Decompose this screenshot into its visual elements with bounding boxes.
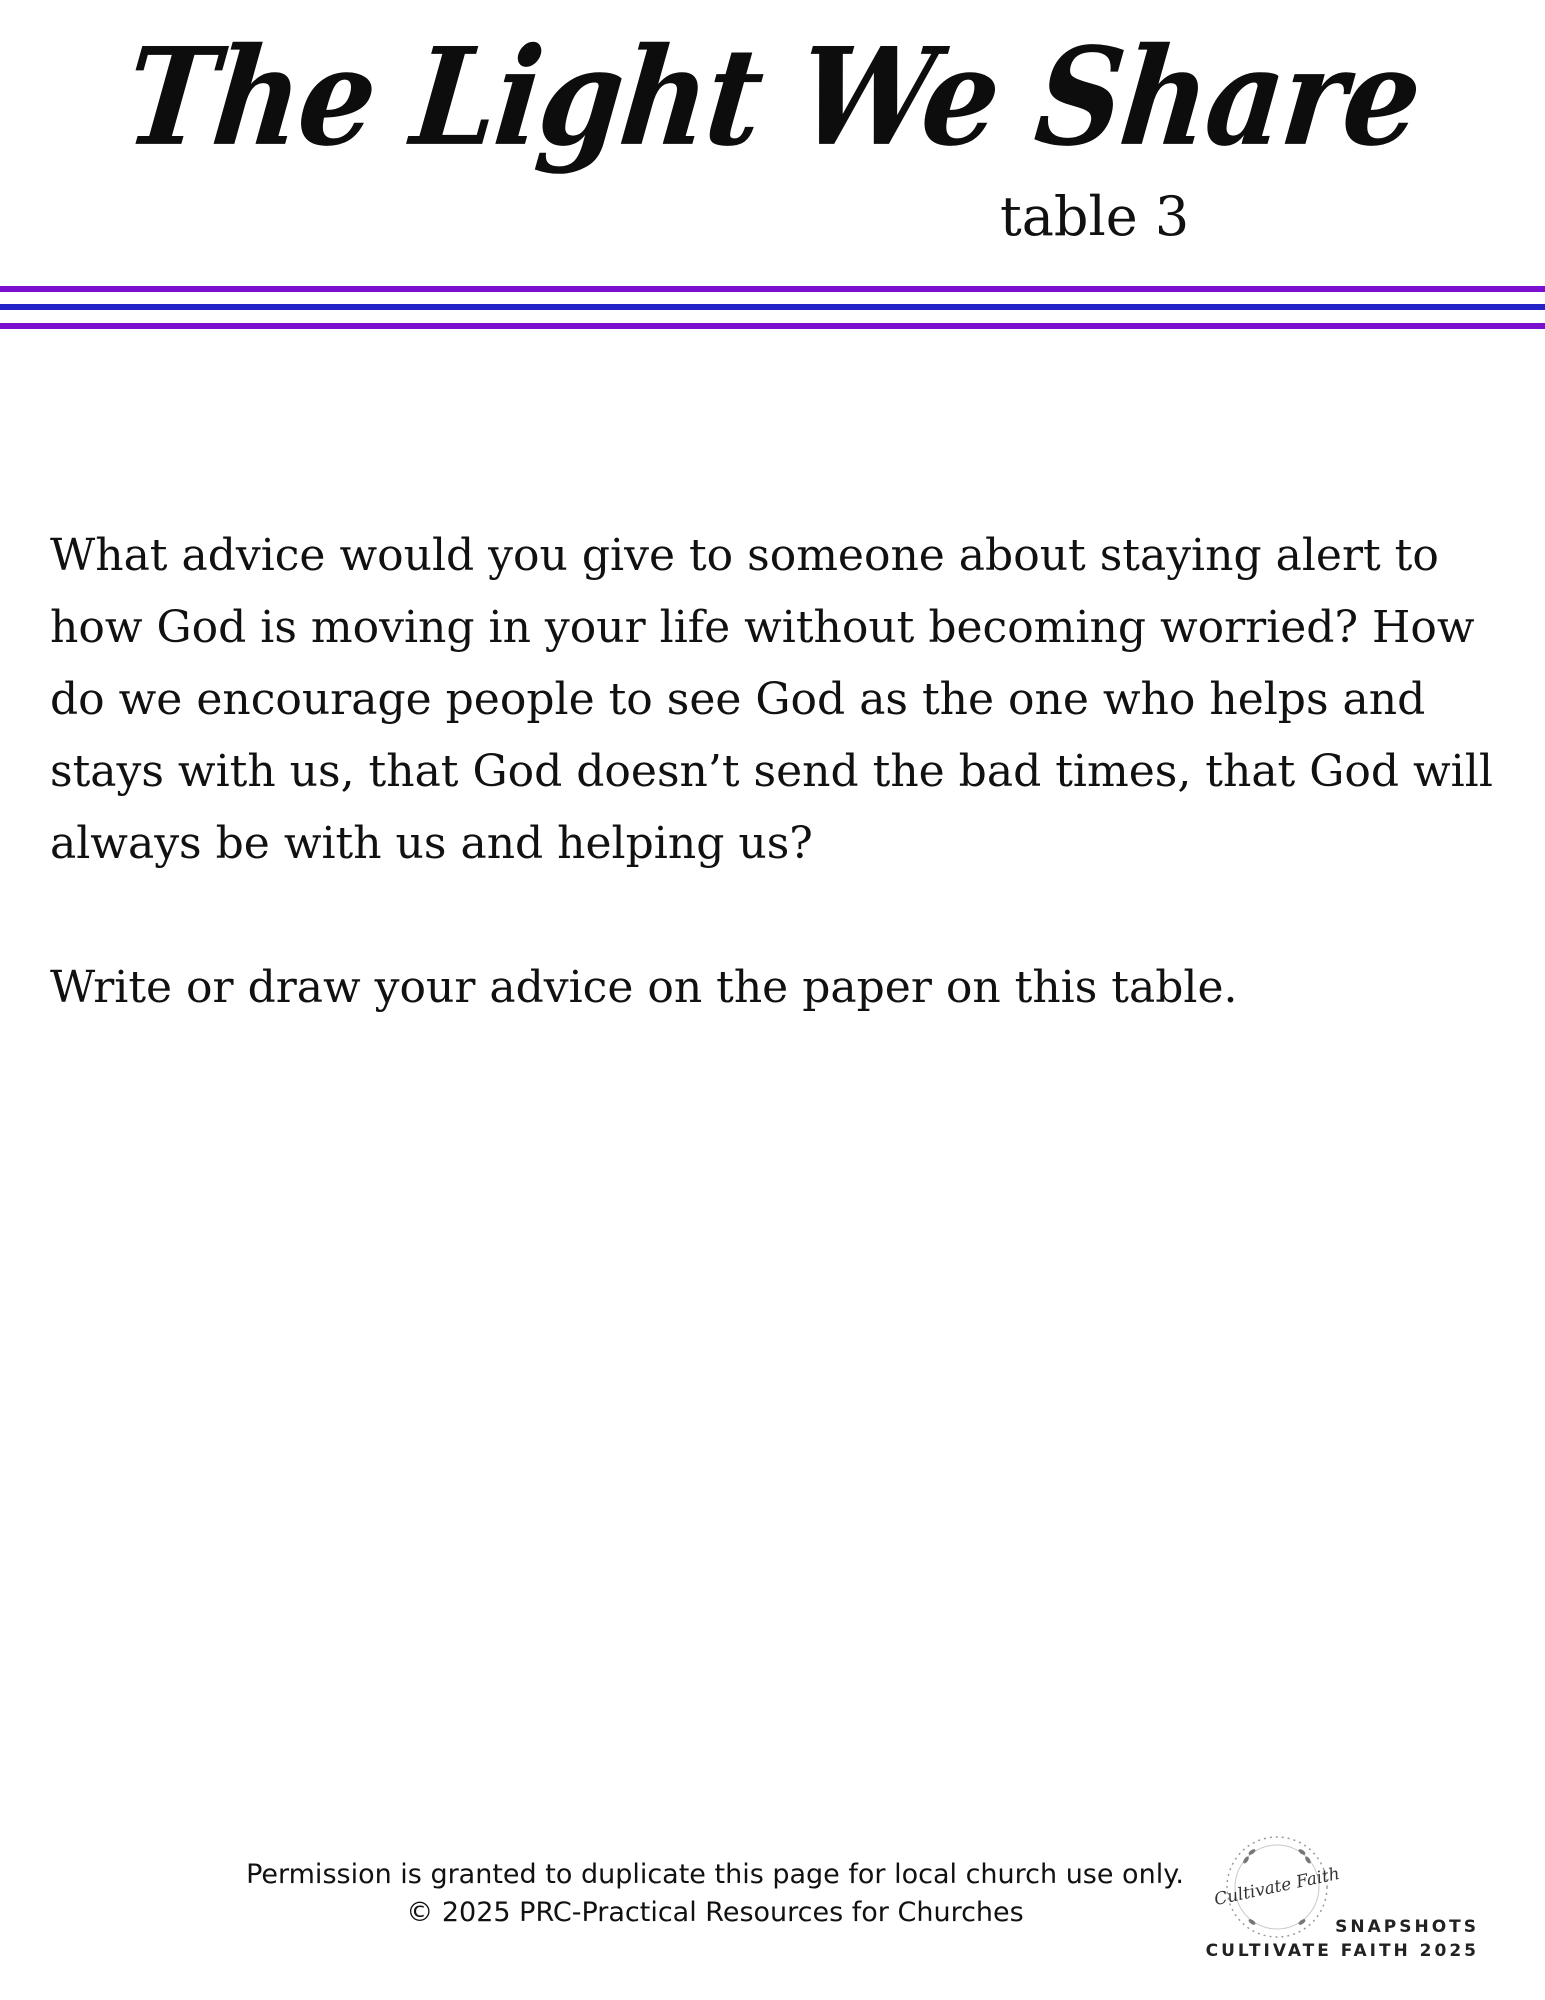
instruction-text: Write or draw your advice on the paper on this table. bbox=[50, 962, 1238, 1013]
question-text: What advice would you give to someone about staying alert to how God is moving in your life without becoming worried? How do we encourage people to see God as the one who helps and stays with us, that God doesn’t send the bad times, that God will always be with us and helping us? bbox=[50, 530, 1493, 869]
main-content bbox=[50, 520, 1520, 1024]
brand-line-cultivate: CULTIVATE FAITH 2025 bbox=[1205, 1941, 1479, 1961]
brand-block bbox=[1206, 1915, 1479, 1963]
footer-permission-block bbox=[200, 1856, 1230, 1932]
logo-text: Cultivate Faith bbox=[1212, 1863, 1342, 1911]
brand-line-snapshots: SNAPSHOTS bbox=[1335, 1917, 1479, 1937]
header-stripe-bottom bbox=[0, 323, 1545, 329]
header-stripe-middle bbox=[0, 304, 1545, 310]
page-title bbox=[0, 18, 1545, 177]
permission-text: Permission is granted to duplicate this page for local church use only. bbox=[246, 1859, 1184, 1890]
page-subtitle: table 3 bbox=[1000, 185, 1190, 248]
copyright-text: © 2025 PRC-Practical Resources for Churches bbox=[406, 1897, 1024, 1928]
page-title-text: The Light We Share bbox=[118, 18, 1427, 177]
header-stripe-top bbox=[0, 286, 1545, 292]
